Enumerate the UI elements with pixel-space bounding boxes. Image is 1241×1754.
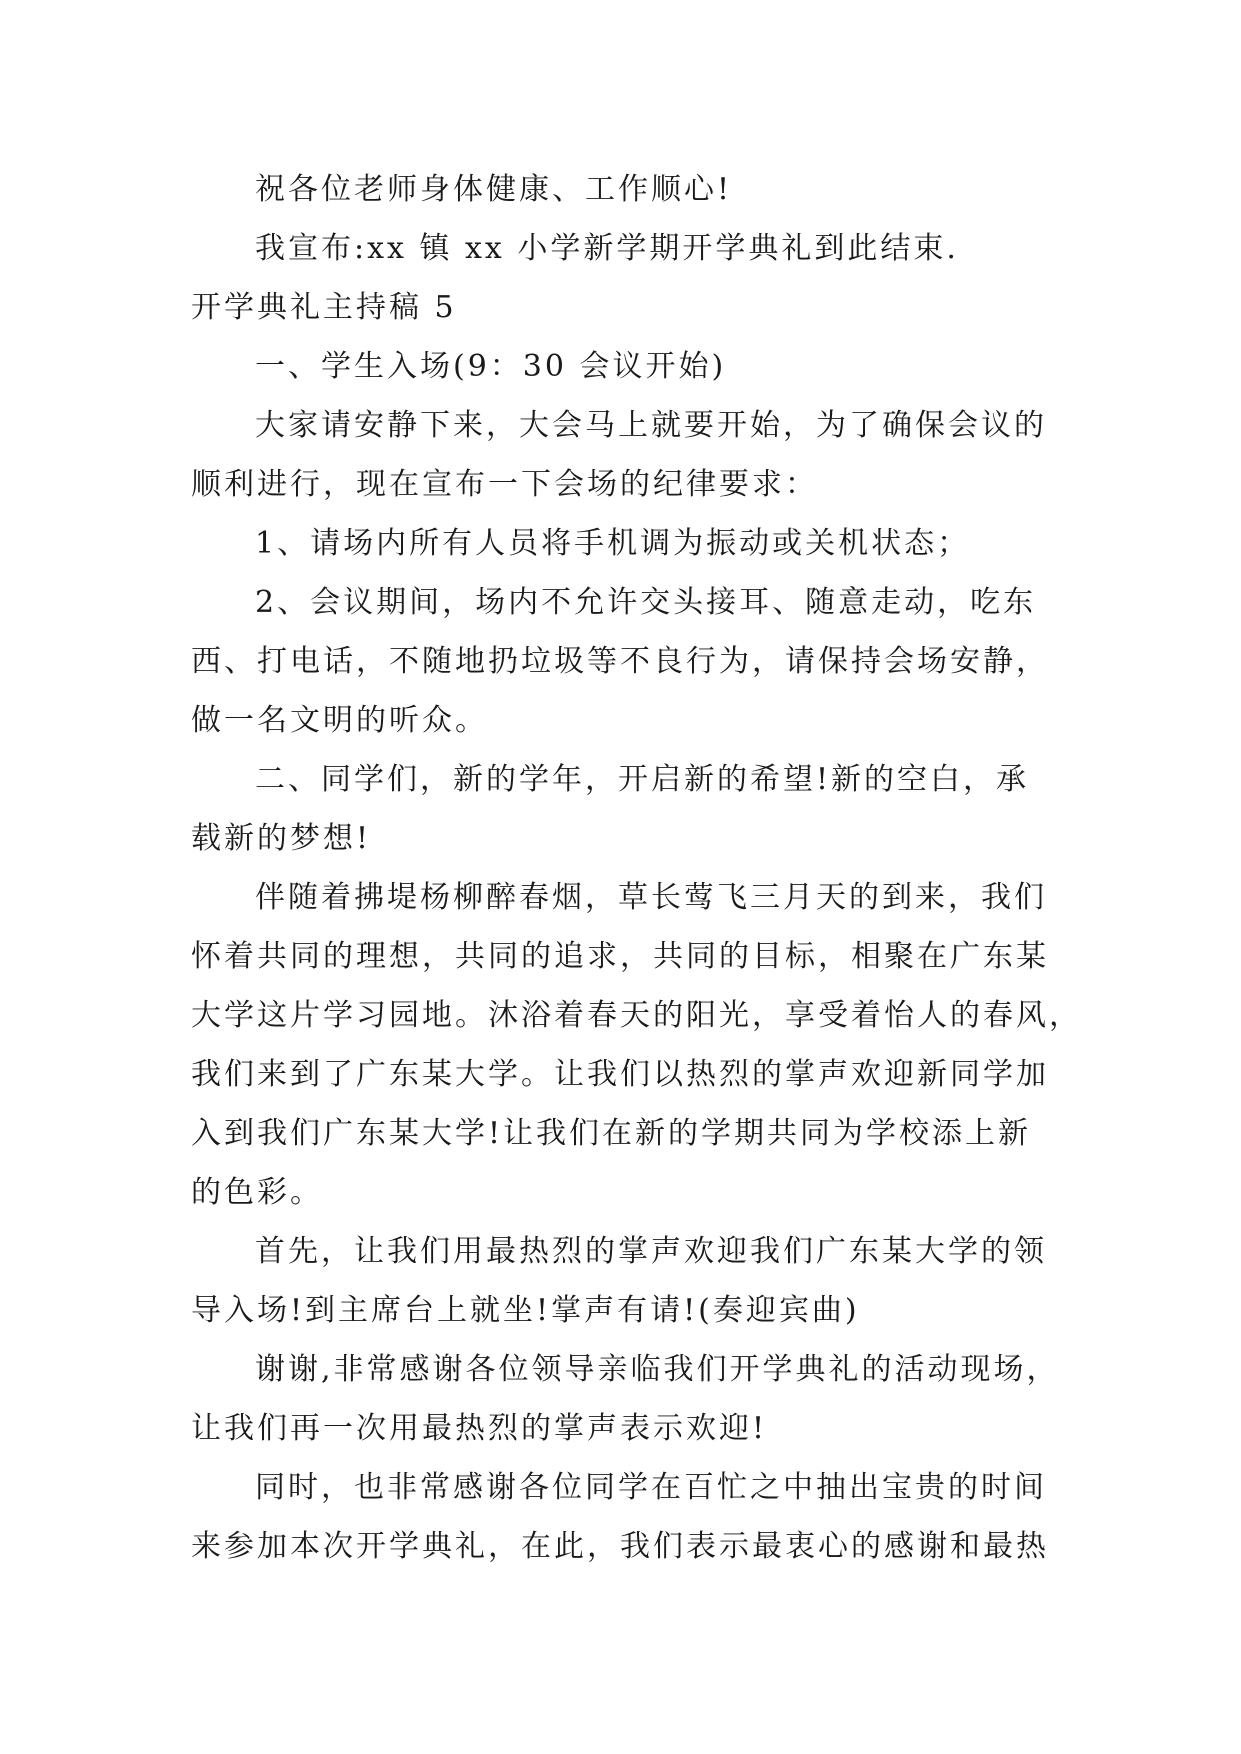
paragraph-line: 祝各位老师身体健康、工作顺心! [255,172,733,207]
paragraph-line: 顺利进行，现在宣布一下会场的纪律要求： [191,467,818,502]
paragraph-line: 首先，让我们用最热烈的掌声欢迎我们广东某大学的领 [255,1234,1047,1269]
paragraph-line: 大家请安静下来，大会马上就要开始，为了确保会议的 [255,408,1047,443]
paragraph-line: 怀着共同的理想，共同的追求，共同的目标，相聚在广东某 [191,939,1049,974]
paragraph-line: 西、打电话，不随地扔垃圾等不良行为，请保持会场安静， [191,644,1049,679]
paragraph-line: 载新的梦想! [191,821,372,856]
paragraph-line: 我宣布:xx 镇 xx 小学新学期开学典礼到此结束. [255,231,959,266]
paragraph-line: 1、请场内所有人员将手机调为振动或关机状态； [255,526,971,561]
paragraph-line: 的色彩。 [191,1175,323,1210]
document-body [191,160,1082,1576]
paragraph-line: 伴随着拂堤杨柳醉春烟，草长莺飞三月天的到来，我们 [255,880,1047,915]
paragraph-line: 一、学生入场(9：30 会议开始) [255,349,727,384]
paragraph-line: 二、同学们，新的学年，开启新的希望!新的空白，承 [255,762,1030,797]
paragraph-line: 做一名文明的听众。 [191,703,488,738]
paragraph-line: 来参加本次开学典礼，在此，我们表示最衷心的感谢和最热 [191,1529,1049,1564]
paragraph-line: 2、会议期间，场内不允许交头接耳、随意走动，吃东 [255,585,1037,620]
paragraph-line: 导入场!到主席台上就坐!掌声有请!(奏迎宾曲) [191,1293,860,1328]
paragraph-line: 入到我们广东某大学!让我们在新的学期共同为学校添上新 [191,1116,1032,1151]
paragraph-line: 大学这片学习园地。沐浴着春天的阳光，享受着怡人的春风， [191,998,1082,1033]
paragraph-line: 我们来到了广东某大学。让我们以热烈的掌声欢迎新同学加 [191,1057,1049,1092]
section-heading: 开学典礼主持稿 5 [191,290,457,325]
paragraph-line: 同时，也非常感谢各位同学在百忙之中抽出宝贵的时间 [255,1470,1047,1505]
paragraph-line: 让我们再一次用最热烈的掌声表示欢迎! [191,1411,768,1446]
paragraph-line: 谢谢,非常感谢各位领导亲临我们开学典礼的活动现场， [255,1352,1060,1387]
